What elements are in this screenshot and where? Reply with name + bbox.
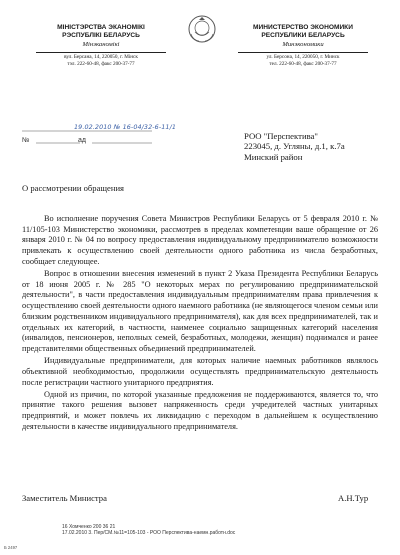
header-left-belarusian	[26, 24, 176, 67]
paragraph-1: Во исполнение поручения Совета Министров Республики Беларусь от 5 февраля 2010 г. № 11/105-103 Министерство экономики, рассмотрев в пределах компетенции ваше обращение от 26 января 2010 г. № 04 по вопросу предоставления индивидуальному предпринимателю возможности привлекать к осуществлению своей деятельности одного работника из числа безработных, сообщает следующее.	[22, 214, 378, 266]
registration-from-label: ад	[78, 137, 86, 144]
ministry-short-be: Мінэканомікі	[82, 41, 120, 48]
ministry-phones-ru: тел. 222-60-48, факс 200-37-77	[269, 60, 337, 67]
letter-body	[22, 214, 378, 434]
document-footer	[62, 524, 235, 536]
paragraph-4: Одной из причин, по которой указанные предложения не поддерживаются, является то, что принятие такого решения вызовет напряженность среди учредителей частных унитарных предприятий, и может повлечь их ликвидацию с переходом в дальнейшем к осуществлению деятельности в качестве индивидуального предпринимателя.	[22, 389, 378, 431]
footer-line-1: 16 Хомченко 200 36 21	[62, 524, 116, 530]
recipient-postal: 223045, д. Угляны, д.1, к.7а	[244, 141, 345, 152]
registration-lines	[22, 124, 152, 144]
footer-line-2: 17.02.2010 3. Пер/СМ.№11=105-103 - РОО Перспектива-наемн.работн.doc	[62, 530, 236, 537]
header-left-rule	[36, 52, 166, 53]
ministry-name-ru-line2: РЕСПУБЛИКИ БЕЛАРУСЬ	[261, 32, 345, 39]
signatory-name: А.Н.Тур	[338, 493, 369, 503]
registration-no-label: №	[22, 137, 30, 144]
ministry-name-ru-line1: МИНИСТЕРСТВО ЭКОНОМИКИ	[253, 24, 353, 31]
recipient-name: РОО "Перспектива"	[244, 131, 318, 141]
handwritten-registration-number: 19.02.2010 № 16-04/32-6-11/1	[74, 123, 176, 131]
signatory-position: Заместитель Министра	[22, 493, 107, 503]
recipient-address	[244, 131, 345, 162]
ministry-address-be: вул. Берсана, 14, 220050, г. Мінск	[64, 54, 138, 60]
ministry-address-ru: ул. Берсона, 14, 220050, г. Минск	[266, 54, 340, 60]
header-right-russian	[228, 24, 378, 67]
letter-subject: О рассмотрении обращения	[22, 183, 124, 193]
paragraph-2: Вопрос в отношении внесения изменений в пункт 2 Указа Президента Республики Беларусь от 18 июня 2005 г. № 285 "О некоторых мерах по регулированию предпринимательской деятельности", в части предоставления индивидуальным предпринимателям права привлечения к осуществлению своей деятельности одного наемного работника (не являющегося членом семьи или близким родственником индивидуального предпринимателя), как для всех предпринимателей, так и отдельных их категорий, в частности, наименее социально защищенных категорий населения (инвалидов, пенсионеров, неполных семей, безработных, молодежи, женщин) поднимался и ранее представителями общественных объединений предпринимателей.	[22, 269, 378, 353]
corner-mark: Б 2497	[4, 545, 18, 550]
ministry-name-be-line2: РЭСПУБЛІКІ БЕЛАРУСЬ	[62, 32, 140, 39]
ministry-short-ru: Минэкономики	[282, 41, 324, 48]
header-right-rule	[238, 52, 368, 53]
recipient-district: Минский район	[244, 151, 303, 162]
state-emblem-icon	[187, 14, 217, 44]
ministry-phones-be: тэл. 222-60-48, факс 200-37-77	[67, 60, 135, 67]
ministry-name-be-line1: МІНІСТЭРСТВА ЭКАНОМІКІ	[57, 24, 145, 31]
paragraph-3: Индивидуальные предприниматели, для которых наличие наемных работников являлось объективной необходимостью, продолжили осуществлять предпринимательскую деятельность после регистрации частного унитарного предприятия.	[22, 356, 378, 387]
